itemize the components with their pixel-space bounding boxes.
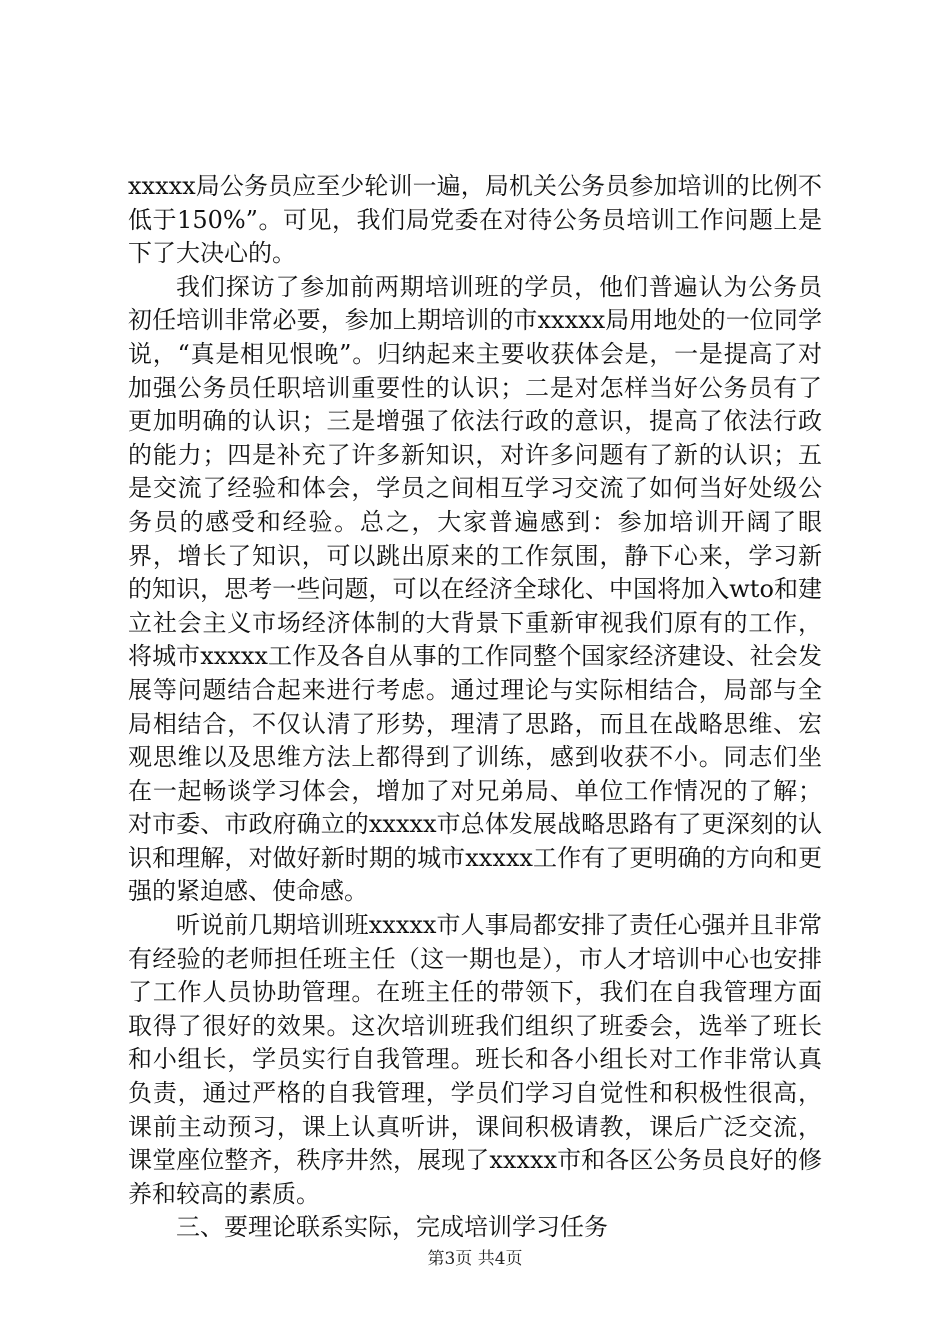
paragraph-class-management: 听说前几期培训班xxxxx市人事局都安排了责任心强并且非常有经验的老师担任班主任（这一期也是），市人才培训中心也安排了工作人员协助管理。在班主任的带领下，我们在自我管理方面取得了很好的效果。这次培训班我们组织了班委会，选举了班长和小组长，学员实行自我管理。班长和各小组长对工作非常认真负责，通过严格的自我管理，学员们学习自觉性和积极性很高，课前主动预习，课上认真听讲，课间积极请教，课后广泛交流，课堂座位整齐，秩序井然，展现了xxxxx市和各区公务员良好的修养和较高的素质。 bbox=[128, 911, 822, 1208]
page-number-footer: 第3页 共4页 bbox=[427, 1249, 523, 1269]
section-heading-three: 三、要理论联系实际，完成培训学习任务 bbox=[176, 1213, 608, 1242]
document-body bbox=[128, 170, 822, 1245]
paragraph-continuation: xxxxx局公务员应至少轮训一遍，局机关公务员参加培训的比例不低于150%”。可见，我们局党委在对待公务员培训工作问题上是下了大决心的。 bbox=[128, 172, 822, 268]
paragraph-trainee-feedback: 我们探访了参加前两期培训班的学员，他们普遍认为公务员初任培训非常必要，参加上期培训的市xxxxx局用地处的一位同学说，“真是相见恨晚”。归纳起来主要收获体会是，一是提高了对加强公务员任职培训重要性的认识；二是对怎样当好公务员有了更加明确的认识；三是增强了依法行政的意识，提高了依法行政的能力；四是补充了许多新知识，对许多问题有了新的认识；五是交流了经验和体会，学员之间相互学习交流了如何当好处级公务员的感受和经验。总之，大家普遍感到：参加培训开阔了眼界，增长了知识，可以跳出原来的工作氛围，静下心来，学习新的知识，思考一些问题，可以在经济全球化、中国将加入wto和建立社会主义市场经济体制的大背景下重新审视我们原有的工作，将城市xxxxx工作及各自从事的工作同整个国家经济建设、社会发展等问题结合起来进行考虑。通过理论与实际相结合，局部与全局相结合，不仅认清了形势，理清了思路，而且在战略思维、宏观思维以及思维方法上都得到了训练，感到收获不小。同志们坐在一起畅谈学习体会，增加了对兄弟局、单位工作情况的了解；对市委、市政府确立的xxxxx市总体发展战略思路有了更深刻的认识和理解，对做好新时期的城市xxxxx工作有了更明确的方向和更强的紧迫感、使命感。 bbox=[128, 272, 822, 906]
